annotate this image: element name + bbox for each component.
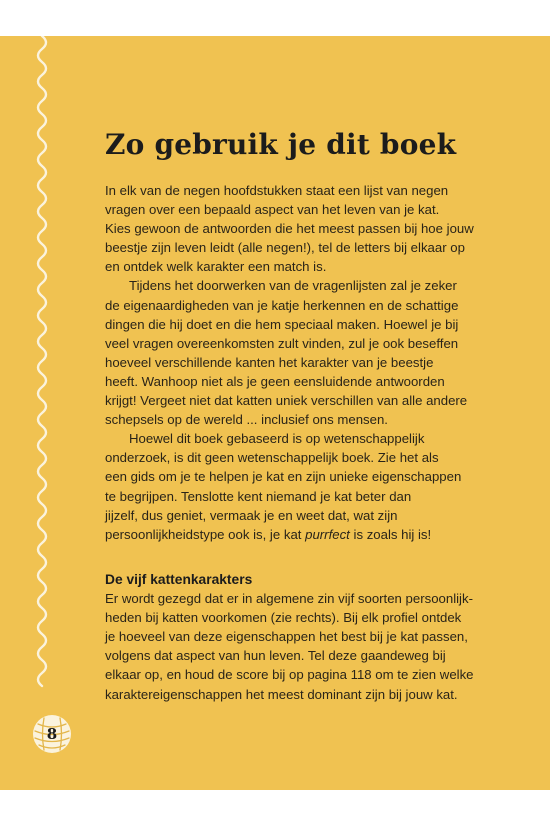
text-line: jijzelf, dus geniet, vermaak je en weet dat, wat zijn <box>105 507 398 523</box>
text-line: een gids om je te helpen je kat en zijn unieke eigenschappen <box>105 469 462 485</box>
section-heading: De vijf kattenkarakters <box>105 572 253 587</box>
text-line <box>105 525 525 544</box>
intro-text <box>105 181 525 544</box>
text-line: Er wordt gezegd dat er in algemene zin vijf soorten persoonlijk- <box>105 591 473 607</box>
text-line: je hoeveel van deze eigenschappen het best bij je kat passen, <box>105 629 468 645</box>
text-line: te begrijpen. Tenslotte kent niemand je kat beter dan <box>105 488 412 504</box>
text-line: volgens dat aspect van hun leven. Tel deze gaandeweg bij <box>105 648 446 664</box>
text-line: vragen over een bepaald aspect van het leven van je kat. <box>105 202 440 218</box>
text-line: Hoewel dit boek gebaseerd is op wetenschappelijk <box>129 431 425 447</box>
cat-characters-section <box>105 570 525 704</box>
text-line: hoeveel verschillende kanten het karakter van je beestje <box>105 354 434 370</box>
text-line: heden bij katten voorkomen (zie rechts). Bij elk profiel ontdek <box>105 610 462 626</box>
book-page <box>0 36 550 790</box>
text-line: de eigenaardigheden van je katje herkennen en de schattige <box>105 297 459 313</box>
text-line: schepsels op de wereld ... inclusief ons mensen. <box>105 412 388 428</box>
text-fragment: persoonlijkheidstype ook is, je kat <box>105 526 306 542</box>
italic-word: purrfect <box>305 526 350 542</box>
text-line: heeft. Wanhoop niet als je geen eensluidende antwoorden <box>105 373 445 389</box>
text-line: karaktereigenschappen het meest dominant zijn bij jouw kat. <box>105 686 458 702</box>
text-line: en ontdek welk karakter een match is. <box>105 259 327 275</box>
text-line: krijgt! Vergeet niet dat katten uniek verschillen van alle andere <box>105 393 468 409</box>
text-line: dingen die hij doet en die hem speciaal maken. Hoewel je bij <box>105 316 459 332</box>
text-line: Kies gewoon de antwoorden die het meest passen bij hoe jouw <box>105 221 474 237</box>
text-line: veel vragen overeenkomsten zult vinden, zul je ook beseffen <box>105 335 459 351</box>
page-title: Zo gebruik je dit boek <box>105 128 457 161</box>
text-line: Tijdens het doorwerken van de vragenlijsten zal je zeker <box>129 278 457 294</box>
page-number: 8 <box>46 725 58 743</box>
text-line: beestje zijn leven leidt (alle negen!), tel de letters bij elkaar op <box>105 240 465 256</box>
text-line: onderzoek, is dit geen wetenschappelijk boek. Zie het als <box>105 450 439 466</box>
text-line: elkaar op, en houd de score bij op pagina 118 om te zien welke <box>105 667 474 683</box>
text-line: In elk van de negen hoofdstukken staat een lijst van negen <box>105 183 449 198</box>
yarn-string-icon <box>30 36 60 790</box>
text-fragment: is zoals hij is! <box>349 526 432 542</box>
